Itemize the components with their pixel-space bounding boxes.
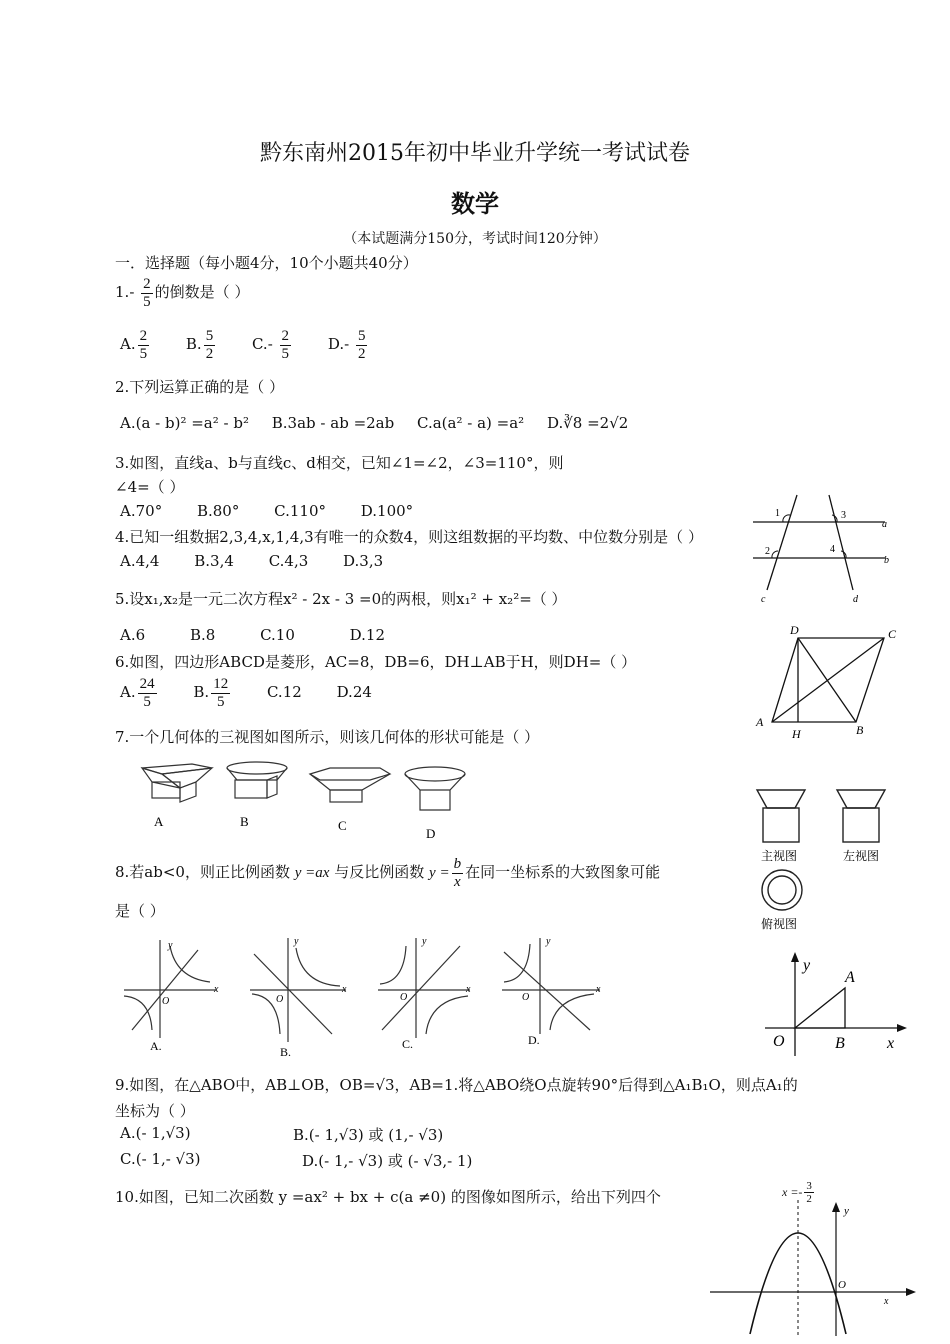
side-view-body — [843, 808, 879, 842]
question-7-views-figure — [755, 786, 905, 936]
question-5-options: A.6 B.8 C.10 D.12 — [120, 626, 386, 644]
point-label-a: A — [845, 969, 855, 986]
question-1-stem: 1.- $\frac{2}{5}$ 的倒数是（ ） — [115, 276, 250, 310]
choice-label-b: B — [240, 814, 249, 829]
question-3-options: A.70° B.80° C.110° D.100° — [120, 502, 414, 520]
top-view-label: 俯视图 — [761, 917, 798, 931]
question-8-graphs-figure — [120, 930, 610, 1062]
graph-d-y-label: y — [546, 936, 551, 947]
question-4-stem: 4.已知一组数据2,3,4,x,1,4,3有唯一的众数4，则这组数据的平均数、中位数分别是（ ） — [115, 528, 703, 546]
question-9-option-a: A.(- 1,√3) — [120, 1124, 191, 1142]
line-label-d: d — [853, 594, 858, 605]
graph-b-caption: B. — [280, 1045, 292, 1059]
exam-subject: 数学 — [451, 189, 499, 218]
question-2-stem: 2.下列运算正确的是（ ） — [115, 378, 285, 396]
question-6-stem: 6.如图，四边形ABCD是菱形，AC=8，DB=6，DH⊥AB于H，则DH=（ ） — [115, 653, 637, 671]
question-9-option-d: D.(- 1,- √3) 或 (- √3,- 1) — [302, 1152, 473, 1170]
q10-axis-label-y: y — [844, 1205, 849, 1217]
question-10-figure — [710, 1198, 920, 1338]
graph-c — [378, 938, 470, 1038]
front-view-label: 主视图 — [761, 849, 798, 863]
question-9-figure — [765, 950, 915, 1060]
question-7-stem: 7.一个几何体的三视图如图所示，则该几何体的形状可能是（ ） — [115, 728, 540, 746]
graph-c-origin-label: O — [400, 992, 408, 1003]
solid-choice-b — [227, 762, 287, 798]
choice-label-d: D — [426, 826, 436, 841]
graph-a-origin-label: O — [162, 996, 170, 1007]
question-6-figure — [752, 622, 912, 744]
side-view-label: 左视图 — [843, 849, 880, 863]
q10-axis-label-x: x — [884, 1296, 889, 1307]
axis-label-y: y — [803, 957, 811, 974]
question-10-stem: 10.如图，已知二次函数 y =ax² + bx + c(a ≠0) 的图像如图所示，给出下列四个 — [115, 1188, 661, 1206]
question-7-choices-figure — [140, 758, 470, 844]
graph-a-x-label: x — [214, 984, 219, 995]
angle-label-1: 1 — [775, 508, 780, 519]
axis-label-x: x — [887, 1035, 895, 1052]
question-3-stem-line1: 3.如图，直线a、b与直线c、d相交，已知∠1=∠2，∠3=110°，则 — [115, 454, 564, 472]
question-1-options: A. $\frac{2}{5}$ B. $\frac{5}{2}$ C.- $\frac{2}{5}$ D.- $\frac{5}{2}$ — [120, 328, 366, 362]
vertex-label-h: H — [792, 727, 801, 741]
question-2-options: A.(a - b)² =a² - b² B.3ab - ab =2ab C.a(a² - a) =a² D.∛8 =2√2 — [120, 414, 629, 432]
graph-d-caption: D. — [528, 1033, 540, 1047]
question-5-stem: 5.设x₁,x₂是一元二次方程x² - 2x - 3 =0的两根，则x₁² + x₂²=（ ） — [115, 590, 567, 608]
graph-a-caption: A. — [150, 1039, 162, 1053]
point-label-b: B — [835, 1035, 845, 1052]
graph-c-caption: C. — [402, 1037, 414, 1051]
choice-label-a: A — [154, 814, 164, 829]
vertex-label-d: D — [790, 623, 799, 637]
line-label-a: a — [882, 519, 887, 530]
graph-b-x-label: x — [342, 984, 347, 995]
question-8-stem-line2: 是（ ） — [115, 902, 165, 920]
vertex-label-a: A — [756, 715, 764, 729]
question-3-stem-line2: ∠4=（ ） — [115, 478, 185, 496]
exam-title: 黔东南州2015年初中毕业升学统一考试试卷 — [260, 141, 690, 166]
graph-b — [250, 938, 346, 1042]
side-view-top — [837, 790, 885, 808]
question-9-option-b: B.(- 1,√3) 或 (1,- √3) — [293, 1126, 444, 1144]
graph-a — [124, 940, 216, 1038]
question-9-option-c: C.(- 1,- √3) — [120, 1150, 201, 1168]
section-heading: 一．选择题（每小题4分，10个小题共40分） — [115, 254, 418, 272]
exam-note: （本试题满分150分，考试时间120分钟） — [343, 231, 607, 247]
question-3-figure — [745, 490, 905, 608]
question-6-options: A. $\frac{24}{5}$ B. $\frac{12}{5}$ C.12 D.24 — [120, 676, 372, 710]
solid-choice-d — [405, 767, 465, 810]
graph-d — [502, 938, 600, 1034]
q10-origin-label: O — [838, 1279, 846, 1291]
question-8-stem-line1: 8.若ab<0，则正比例函数 y =ax 与反比例函数 y = $\frac{b}{x}$ 在同一坐标系的大致图象可能 — [115, 856, 661, 890]
question-10-axis-of-symmetry-label: x =- $\frac{3}{2}$ — [782, 1180, 812, 1206]
question-9-stem-line1: 9.如图，在△ABO中，AB⊥OB，OB=√3，AB=1.将△ABO绕O点旋转90°后得到△A₁B₁O，则点A₁的 — [115, 1076, 798, 1094]
line-label-c: c — [761, 594, 766, 605]
graph-a-y-label: y — [168, 940, 173, 951]
top-view-inner-circle — [768, 876, 796, 904]
solid-choice-a — [142, 764, 212, 802]
angle-label-2: 2 — [765, 546, 770, 557]
graph-b-origin-label: O — [276, 994, 284, 1005]
front-view-body — [763, 808, 799, 842]
angle-label-4: 4 — [830, 544, 835, 555]
graph-d-x-label: x — [596, 984, 601, 995]
angle-label-3: 3 — [841, 510, 846, 521]
vertex-label-b: B — [856, 723, 864, 737]
front-view-top — [757, 790, 805, 808]
graph-b-y-label: y — [294, 936, 299, 947]
origin-label: O — [773, 1033, 785, 1050]
question-4-options: A.4,4 B.3,4 C.4,3 D.3,3 — [120, 552, 384, 570]
question-9-stem-line2: 坐标为（ ） — [115, 1102, 195, 1120]
choice-label-c: C — [338, 818, 347, 833]
graph-c-y-label: y — [422, 936, 427, 947]
graph-d-origin-label: O — [522, 992, 530, 1003]
solid-choice-c — [310, 768, 390, 802]
vertex-label-c: C — [888, 627, 897, 641]
graph-c-x-label: x — [466, 984, 471, 995]
line-label-b: b — [884, 555, 889, 566]
